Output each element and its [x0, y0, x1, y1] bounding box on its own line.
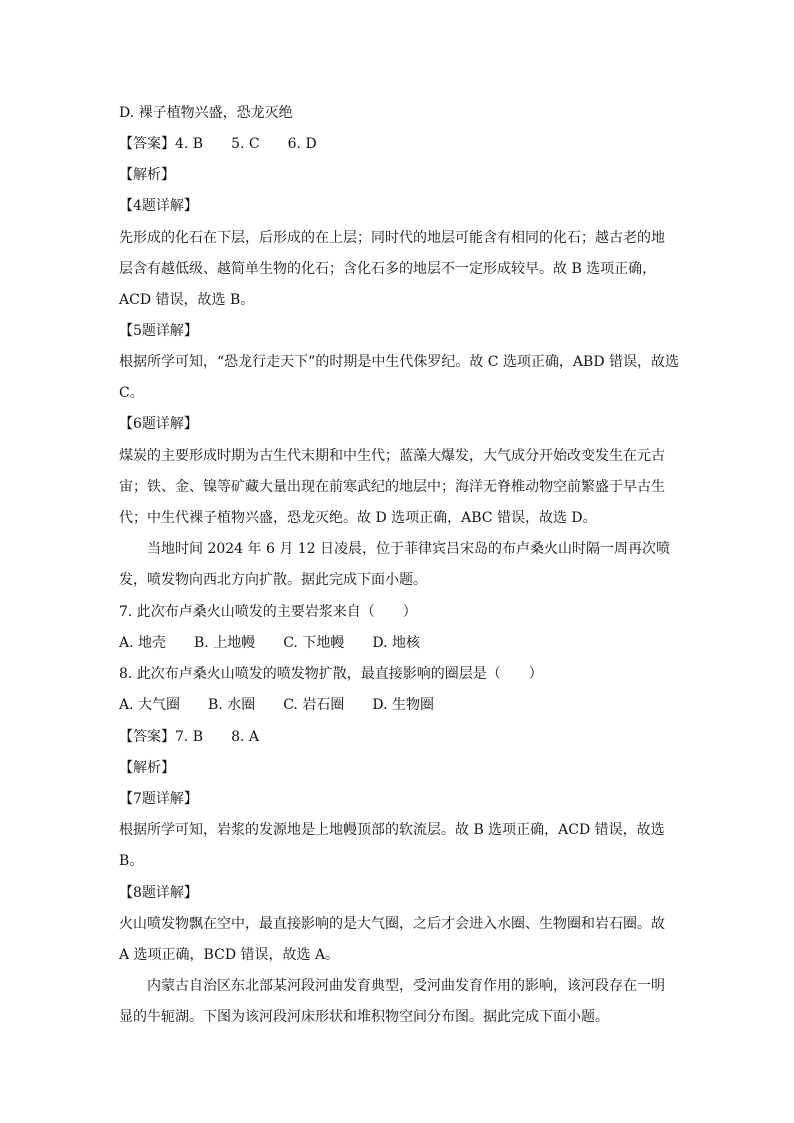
q8-option-b: B. 水圈: [208, 697, 256, 713]
answer-8: 8. A: [231, 729, 260, 745]
q7-detail-line: 根据所学可知，岩浆的发源地是上地幔顶部的软流层。故 B 选项正确，ACD 错误，故选: [119, 822, 665, 838]
q4-detail-line: 层含有越低级、越简单生物的化石；含化石多的地层不一定形成较早。故 B 选项正确，: [119, 261, 657, 277]
q5-detail-line: C。: [119, 385, 144, 401]
q8-stem: 8. 此次布卢桑火山喷发的喷发物扩散，最直接影响的圈层是（ ）: [119, 666, 543, 682]
analysis-label: 【解析】: [119, 167, 175, 183]
q7-stem: 7. 此次布卢桑火山喷发的主要岩浆来自（ ）: [119, 604, 417, 620]
q6-detail-line: 宙；铁、金、镍等矿藏大量出现在前寒武纪的地层中；海洋无脊椎动物空前繁盛于早古生: [119, 479, 665, 495]
answer-label: 【答案】: [119, 136, 175, 152]
q7-option-c: C. 下地幔: [283, 635, 345, 651]
answer-4: 4. B: [175, 136, 204, 152]
passage-line: 当地时间 2024 年 6 月 12 日凌晨，位于菲律宾吕宋岛的布卢桑火山时隔一周再次喷: [147, 541, 671, 557]
q8-option-d: D. 生物圈: [372, 697, 434, 713]
q6-detail-line: 代；中生代裸子植物兴盛，恐龙灭绝。故 D 选项正确，ABC 错误，故选 D。: [119, 510, 597, 526]
q8-option-a: A. 大气圈: [119, 697, 181, 713]
q7-option-b: B. 上地幔: [194, 635, 256, 651]
answer-label: 【答案】: [119, 729, 175, 745]
q4-detail-line: ACD 错误，故选 B。: [119, 292, 255, 308]
q8-detail-header: 【8题详解】: [119, 885, 198, 901]
q8-options: [119, 695, 434, 715]
q6-option-d: D. 裸子植物兴盛，恐龙灭绝: [119, 105, 293, 121]
answers-7-8: [119, 727, 259, 747]
q7-detail-line: B。: [119, 853, 144, 869]
q8-option-c: C. 岩石圈: [283, 697, 345, 713]
q8-detail-line: A 选项正确，BCD 错误，故选 A。: [119, 947, 340, 963]
q8-detail-line: 火山喷发物飘在空中，最直接影响的是大气圈，之后才会进入水圈、生物圈和岩石圈。故: [119, 916, 665, 932]
q7-options: [119, 633, 420, 653]
passage-line: 内蒙古自治区东北部某河段河曲发育典型，受河曲发育作用的影响，该河段存在一明: [147, 978, 665, 994]
passage-line: 发，喷发物向西北方向扩散。据此完成下面小题。: [119, 572, 427, 588]
answer-5: 5. C: [231, 136, 260, 152]
answer-6: 6. D: [287, 136, 317, 152]
q7-detail-header: 【7题详解】: [119, 791, 198, 807]
q5-detail-line: 根据所学可知，“恐龙行走天下”的时期是中生代侏罗纪。故 C 选项正确，ABD 错误，故选: [119, 354, 679, 370]
q7-option-a: A. 地壳: [119, 635, 167, 651]
q4-detail-header: 【4题详解】: [119, 198, 198, 214]
answer-7: 7. B: [175, 729, 204, 745]
answers-4-6: [119, 134, 317, 154]
q4-detail-line: 先形成的化石在下层，后形成的在上层；同时代的地层可能含有相同的化石；越古老的地: [119, 230, 665, 246]
q5-detail-header: 【5题详解】: [119, 323, 198, 339]
passage-line: 显的牛轭湖。下图为该河段河床形状和堆积物空间分布图。据此完成下面小题。: [119, 1009, 609, 1025]
q6-detail-line: 煤炭的主要形成时期为古生代末期和中生代；蓝藻大爆发，大气成分开始改变发生在元古: [119, 448, 665, 464]
q6-detail-header: 【6题详解】: [119, 416, 198, 432]
q7-option-d: D. 地核: [372, 635, 420, 651]
analysis-label: 【解析】: [119, 760, 175, 776]
